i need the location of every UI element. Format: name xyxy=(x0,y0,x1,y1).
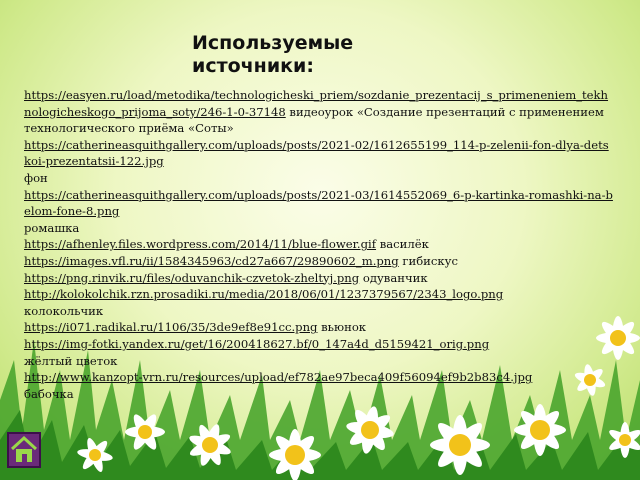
source-item xyxy=(24,319,614,336)
source-item xyxy=(24,236,614,253)
source-item xyxy=(24,270,614,287)
source-description: вьюнок xyxy=(317,320,367,335)
source-description: видеоурок «Создание презентаций с применением технологического приёма «Соты» xyxy=(24,104,604,136)
source-item xyxy=(24,187,614,237)
source-link[interactable]: https://i071.radikal.ru/1106/35/3de9ef8e91cc.png xyxy=(24,320,318,335)
source-description: ромашка xyxy=(24,220,80,235)
source-item xyxy=(24,137,614,187)
sources-list xyxy=(24,87,614,402)
source-description: колокольчик xyxy=(24,303,104,318)
source-link[interactable]: https://images.vfl.ru/ii/1584345963/cd27a667/29890602_m.png xyxy=(24,253,399,268)
source-item xyxy=(24,336,614,369)
source-item xyxy=(24,286,614,319)
source-item xyxy=(24,87,614,137)
source-link[interactable]: https://img-fotki.yandex.ru/get/16/200418627.bf/0_147a4d_d5159421_orig.png xyxy=(24,336,490,351)
source-link[interactable]: https://png.rinvik.ru/files/oduvanchik-czvetok-zheltyj.png xyxy=(24,270,360,285)
home-button[interactable] xyxy=(7,432,41,468)
source-description: василёк xyxy=(376,237,429,252)
page-title: Используемые источники: xyxy=(192,32,354,77)
source-link[interactable]: http://kolokolchik.rzn.prosadiki.ru/media/2018/06/01/1237379567/2343_logo.png xyxy=(24,287,504,302)
source-description: гибискус xyxy=(398,253,458,268)
source-description: одуванчик xyxy=(359,270,428,285)
source-description: жёлтый цветок xyxy=(24,353,118,368)
source-description: фон xyxy=(24,170,48,185)
source-item xyxy=(24,369,614,402)
home-icon xyxy=(9,434,39,466)
source-description: бабочка xyxy=(24,386,74,401)
source-link[interactable]: https://afhenley.files.wordpress.com/2014/11/blue-flower.gif xyxy=(24,237,377,252)
source-link[interactable]: http://www.kanzopt-vrn.ru/resources/upload/ef782ae97beca409f56094ef9b2b83c4.jpg xyxy=(24,370,533,385)
source-link[interactable]: https://catherineasquithgallery.com/uploads/posts/2021-02/1612655199_114-p-zelenii-fon-dlya-detskoi-prezentatsii-122.jpg xyxy=(24,137,609,169)
source-link[interactable]: https://catherineasquithgallery.com/uploads/posts/2021-03/1614552069_6-p-kartinka-romashki-na-belom-fone-8.png xyxy=(24,187,613,219)
source-link[interactable]: https://easyen.ru/load/metodika/technologicheski_priem/sozdanie_prezentacij_s_primeneniem_tekhnologicheskogo_prijoma_soty/246-1-0-37148 xyxy=(24,88,609,119)
source-item xyxy=(24,253,614,270)
